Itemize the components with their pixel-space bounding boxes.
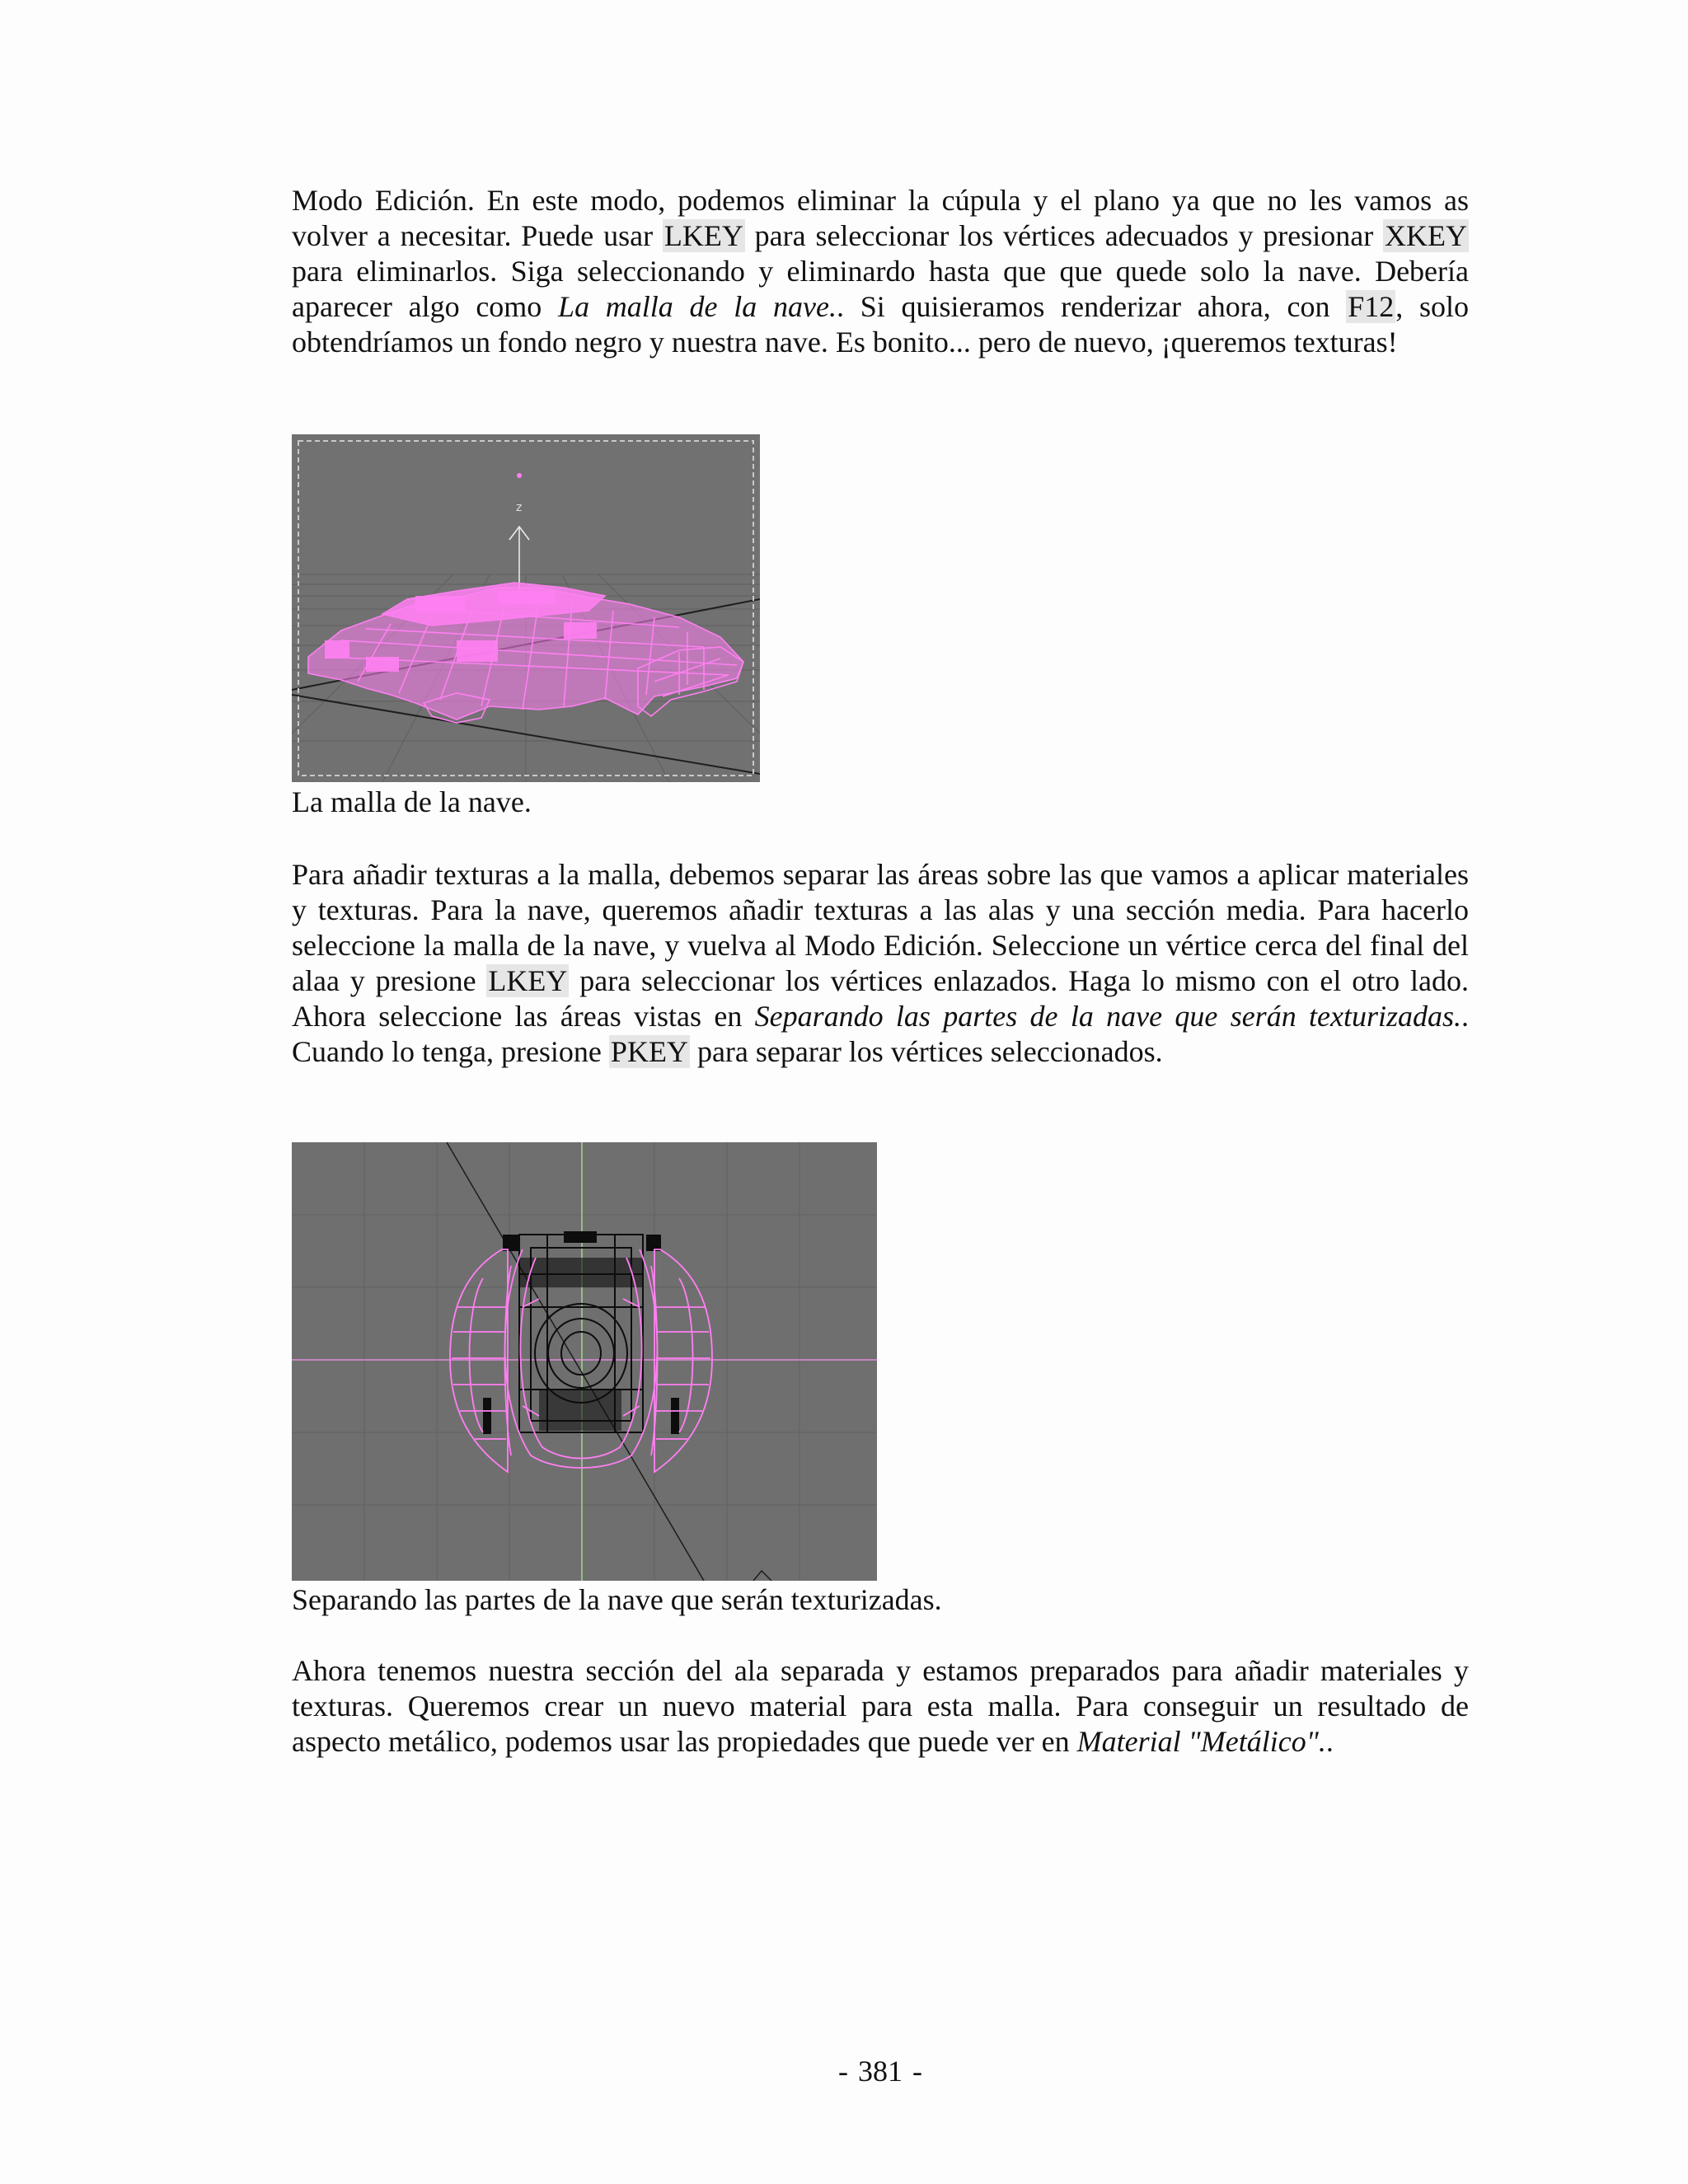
- ship-mesh-figure: [292, 434, 760, 782]
- figure-reference-link[interactable]: Separando las partes de la nave que serán texturizadas.: [754, 1000, 1461, 1033]
- paragraph-1-text: para eliminarlos. Siga seleccionando y eliminardo hasta que que quede solo la nave. Debería aparecer algo como: [292, 255, 1469, 323]
- figure-1-caption: La malla de la nave.: [292, 785, 532, 818]
- page-number: [0, 2054, 1688, 2089]
- ship-mesh-wireframe: [292, 434, 760, 782]
- paragraph-1: [292, 183, 1469, 360]
- paragraph-2-text: para seleccionar los vértices enlazados. Haga lo mismo con el otro lado. Ahora seleccione las áreas vistas en: [292, 964, 1469, 1033]
- figure-2-caption: Separando las partes de la nave que serán texturizadas.: [292, 1583, 942, 1616]
- paragraph-1-text: , solo obtendríamos un fondo negro y nuestra nave. Es bonito... pero de nuevo, ¡queremos texturas!: [292, 290, 1469, 359]
- paragraph-1-text: para seleccionar los vértices adecuados y presionar: [744, 219, 1384, 252]
- key-f12: F12: [1348, 290, 1395, 323]
- z-axis-label: z: [516, 501, 523, 514]
- paragraph-1-text: Modo Edición. En este modo, podemos eliminar la cúpula y el plano ya que no les vamos as volver a necesitar. Puede usar: [292, 184, 1469, 252]
- paragraph-3-text: Ahora tenemos nuestra sección del ala separada y estamos preparados para añadir materiales y texturas. Queremos crear un nuevo material para esta malla. Para conseguir un resultado de aspecto metálico, podemos usar las propiedades que puede ver en: [292, 1654, 1469, 1758]
- key-lkey: LKEY: [488, 964, 568, 997]
- page-number-value: 381: [858, 2055, 903, 2088]
- figure-reference-link[interactable]: Material "Metálico".: [1076, 1725, 1326, 1758]
- ship-top-view-wireframe: [292, 1142, 877, 1581]
- figure-reference-link[interactable]: La malla de la nave.: [558, 290, 837, 323]
- key-xkey: XKEY: [1385, 219, 1467, 252]
- ship-top-view-figure: [292, 1142, 877, 1581]
- paragraph-1-text: . Si quisieramos renderizar ahora, con: [836, 290, 1347, 323]
- paragraph-2-text: para separar los vértices seleccionados.: [689, 1035, 1163, 1068]
- paragraph-2: [292, 857, 1469, 1070]
- key-pkey: PKEY: [610, 1035, 688, 1068]
- paragraph-3-text: .: [1325, 1725, 1334, 1758]
- page-number-dash: -: [912, 2055, 922, 2088]
- key-lkey: LKEY: [663, 219, 743, 252]
- paragraph-3: [292, 1653, 1469, 1760]
- paragraph-2-text: . Cuando lo tenga, presione: [292, 1000, 1469, 1068]
- paragraph-2-text: Para añadir texturas a la malla, debemos separar las áreas sobre las que vamos a aplicar materiales y texturas. Para la nave, queremos añadir texturas a las alas y una sección media. Para hacerlo seleccione la malla de la nave, y vuelva al Modo Edición. Seleccione un vértice cerca del final del alaa y presione: [292, 858, 1469, 997]
- page-number-dash: -: [838, 2055, 848, 2088]
